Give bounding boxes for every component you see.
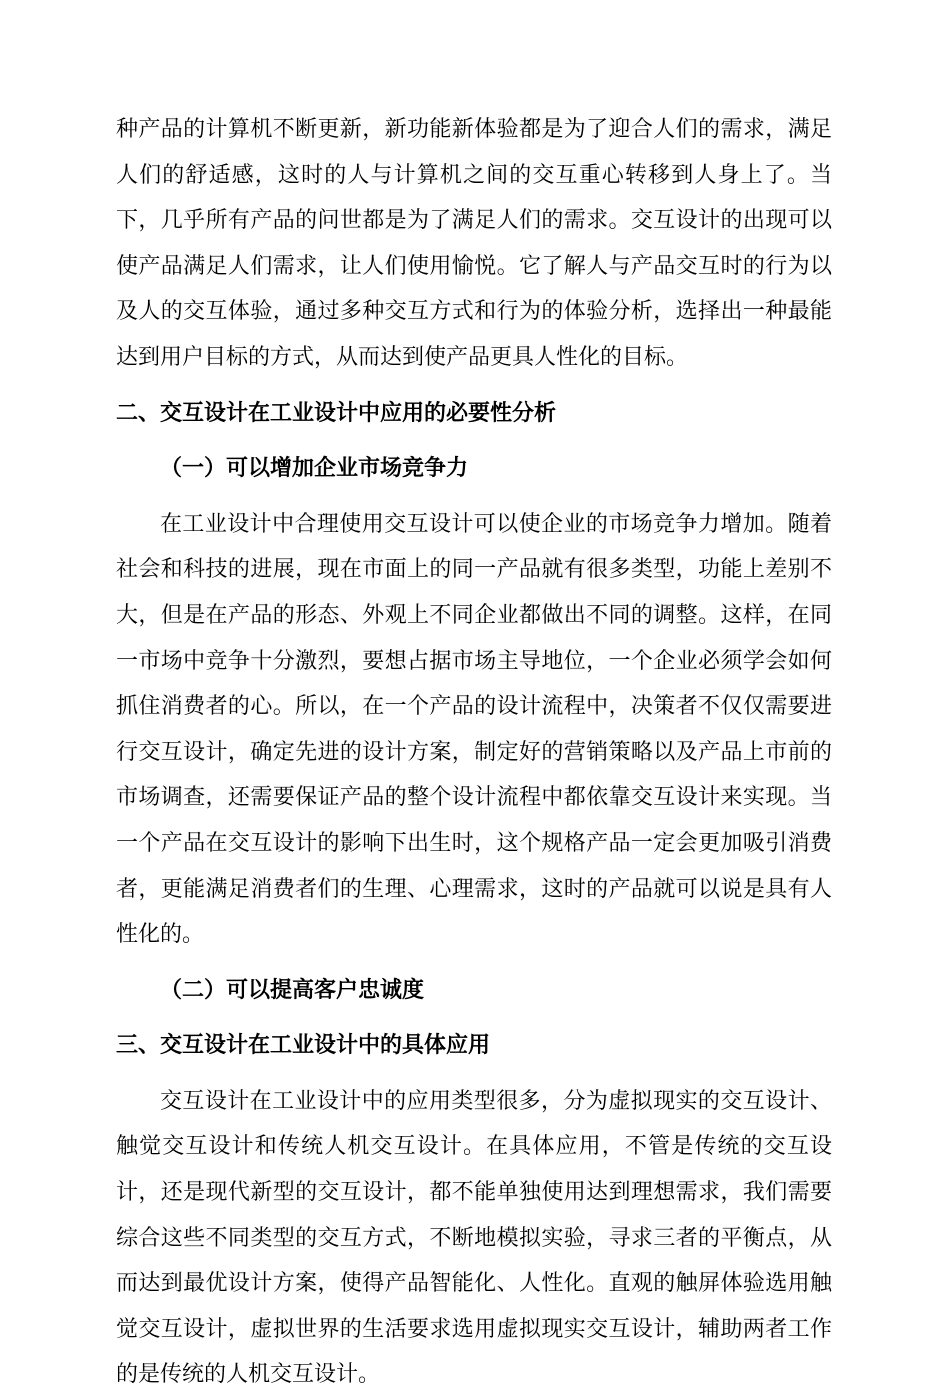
subsection-heading-2: （二）可以提高客户忠诚度 [160, 976, 425, 1003]
spacer [116, 958, 832, 968]
spacer [116, 492, 832, 502]
spacer [116, 1013, 832, 1023]
spacer [116, 436, 832, 446]
spacer [116, 1069, 832, 1079]
paragraph-application: 交互设计在工业设计中的应用类型很多，分为虚拟现实的交互设计、触觉交互设计和传统人机交互设计。在具体应用，不管是传统的交互设计，还是现代新型的交互设计，都不能单独使用达到理想需求，我们需要综合这些不同类型的交互方式，不断地模拟实验，寻求三者的平衡点，从而达到最优设计方案，使得产品智能化、人性化。直观的触屏体验选用触觉交互设计，虚拟世界的生活要求选用虚拟现实交互设计，辅助两者工作的是传统的人机交互设计。 [116, 1088, 832, 1388]
section-heading-2: 二、交互设计在工业设计中应用的必要性分析 [116, 400, 557, 426]
paragraph-competition: 在工业设计中合理使用交互设计可以使企业的市场竞争力增加。随着社会和科技的进展，现在市面上的同一产品就有很多类型，功能上差别不大，但是在产品的形态、外观上不同企业都做出不同的调整。这样，在同一市场中竞争十分激烈，要想占据市场主导地位，一个企业必须学会如何抓住消费者的心。所以，在一个产品的设计流程中，决策者不仅仅需要进行交互设计，确定先进的设计方案，制定好的营销策略以及产品上市前的市场调查，还需要保证产品的整个设计流程中都依靠交互设计来实现。当一个产品在交互设计的影响下出生时，这个规格产品一定会更加吸引消费者，更能满足消费者们的生理、心理需求，这时的产品就可以说是具有人性化的。 [116, 511, 832, 948]
subsection-heading-1: （一）可以增加企业市场竞争力 [160, 455, 469, 482]
section-heading-3: 三、交互设计在工业设计中的具体应用 [116, 1033, 491, 1059]
spacer [116, 381, 832, 391]
paragraph-continuation: 种产品的计算机不断更新，新功能新体验都是为了迎合人们的需求，满足人们的舒适感，这时的人与计算机之间的交互重心转移到人身上了。当下，几乎所有产品的问世都是为了满足人们的需求。交互设计的出现可以使产品满足人们需求，让人们使用愉悦。它了解人与产品交互时的行为以及人的交互体验，通过多种交互方式和行为的体验分析，选择出一种最能达到用户目标的方式，从而达到使产品更具人性化的目标。 [116, 117, 832, 370]
document-body [116, 107, 832, 1398]
